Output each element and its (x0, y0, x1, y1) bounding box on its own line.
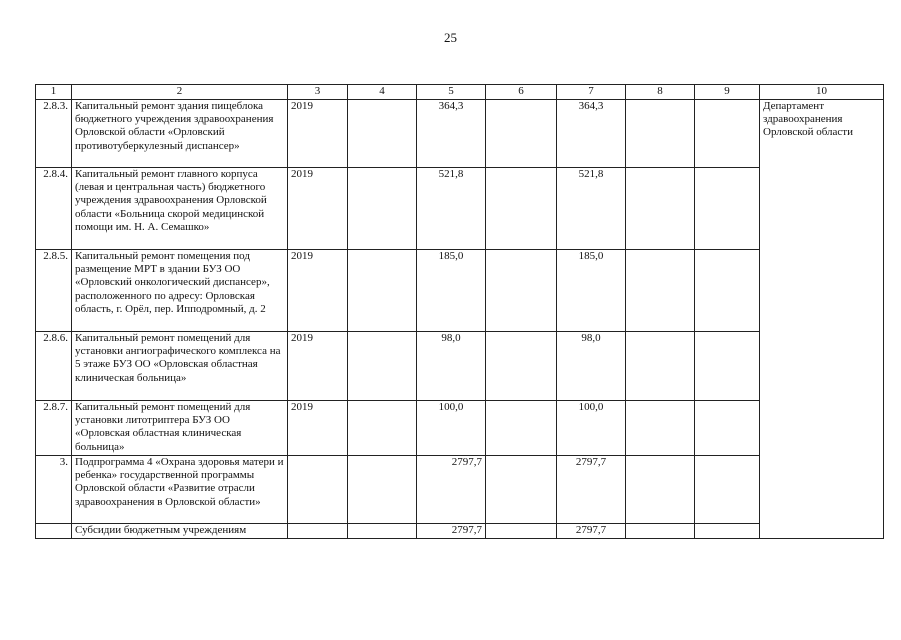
row-year (288, 524, 348, 539)
row-col4 (348, 401, 417, 456)
header-cell: 5 (417, 85, 486, 100)
row-col8 (626, 100, 695, 168)
row-col4 (348, 100, 417, 168)
header-cell: 9 (695, 85, 760, 100)
header-cell: 1 (36, 85, 72, 100)
row-year: 2019 (288, 250, 348, 332)
row-col9 (695, 168, 760, 250)
row-number: 2.8.3. (36, 100, 72, 168)
row-col7: 521,8 (557, 168, 626, 250)
row-col4 (348, 524, 417, 539)
row-col5: 2797,7 (417, 456, 486, 524)
row-col9 (695, 332, 760, 401)
row-name: Капитальный ремонт помещений для установки ангиографического комплекса на 5 этаже БУЗ ОО «Орловская областная клиническая больница» (72, 332, 288, 401)
row-col4 (348, 332, 417, 401)
row-name: Капитальный ремонт здания пищеблока бюджетного учреждения здравоохранения Орловской области «Орловский противотуберкулезный диспансер» (72, 100, 288, 168)
row-year: 2019 (288, 332, 348, 401)
row-col9 (695, 100, 760, 168)
row-name: Подпрограмма 4 «Охрана здоровья матери и ребенка» государственной программы Орловской области «Развитие отрасли здравоохранения в Орловской области» (72, 456, 288, 524)
row-col7: 100,0 (557, 401, 626, 456)
row-number: 2.8.4. (36, 168, 72, 250)
row-col7: 185,0 (557, 250, 626, 332)
table-row (36, 100, 884, 168)
row-year: 2019 (288, 168, 348, 250)
row-name: Субсидии бюджетным учреждениям (72, 524, 288, 539)
row-col6 (486, 100, 557, 168)
row-col4 (348, 250, 417, 332)
header-cell: 7 (557, 85, 626, 100)
row-number: 3. (36, 456, 72, 524)
row-col6 (486, 168, 557, 250)
row-name: Капитальный ремонт помещений для установки литотриптера БУЗ ОО «Орловская областная клиническая больница» (72, 401, 288, 456)
row-col9 (695, 456, 760, 524)
table-row (36, 456, 884, 524)
row-col5: 100,0 (417, 401, 486, 456)
row-col6 (486, 250, 557, 332)
row-col4 (348, 456, 417, 524)
row-col7: 98,0 (557, 332, 626, 401)
table-row (36, 401, 884, 456)
table-row (36, 524, 884, 539)
row-col7: 2797,7 (557, 524, 626, 539)
header-cell: 6 (486, 85, 557, 100)
row-number: 2.8.5. (36, 250, 72, 332)
row-col6 (486, 332, 557, 401)
header-cell: 10 (760, 85, 884, 100)
responsible-department: Департамент здравоохранения Орловской области (760, 100, 884, 539)
row-col7: 364,3 (557, 100, 626, 168)
row-year: 2019 (288, 401, 348, 456)
program-table (35, 84, 884, 539)
table-row (36, 168, 884, 250)
row-col5: 2797,7 (417, 524, 486, 539)
row-col6 (486, 524, 557, 539)
row-name: Капитальный ремонт помещения под размещение МРТ в здании БУЗ ОО «Орловский онкологический диспансер», расположенного по адресу: Орловская область, г. Орёл, пер. Ипподромный, д. 2 (72, 250, 288, 332)
row-col9 (695, 250, 760, 332)
row-col8 (626, 332, 695, 401)
header-row (36, 85, 884, 100)
header-cell: 3 (288, 85, 348, 100)
row-col5: 364,3 (417, 100, 486, 168)
page-number: 25 (444, 30, 457, 45)
row-col6 (486, 456, 557, 524)
row-col8 (626, 456, 695, 524)
row-col5: 185,0 (417, 250, 486, 332)
row-year: 2019 (288, 100, 348, 168)
header-cell: 8 (626, 85, 695, 100)
row-number: 2.8.6. (36, 332, 72, 401)
row-col6 (486, 401, 557, 456)
row-col8 (626, 524, 695, 539)
row-year (288, 456, 348, 524)
table-row (36, 332, 884, 401)
table-row (36, 250, 884, 332)
row-col7: 2797,7 (557, 456, 626, 524)
header-cell: 2 (72, 85, 288, 100)
row-col8 (626, 401, 695, 456)
row-col8 (626, 250, 695, 332)
row-col9 (695, 524, 760, 539)
row-col9 (695, 401, 760, 456)
row-col4 (348, 168, 417, 250)
row-col5: 98,0 (417, 332, 486, 401)
row-number: 2.8.7. (36, 401, 72, 456)
row-col5: 521,8 (417, 168, 486, 250)
header-cell: 4 (348, 85, 417, 100)
row-number (36, 524, 72, 539)
row-name: Капитальный ремонт главного корпуса (левая и центральная часть) бюджетного учреждения здравоохранения Орловской области «Больница скорой медицинской помощи им. Н. А. Семашко» (72, 168, 288, 250)
row-col8 (626, 168, 695, 250)
